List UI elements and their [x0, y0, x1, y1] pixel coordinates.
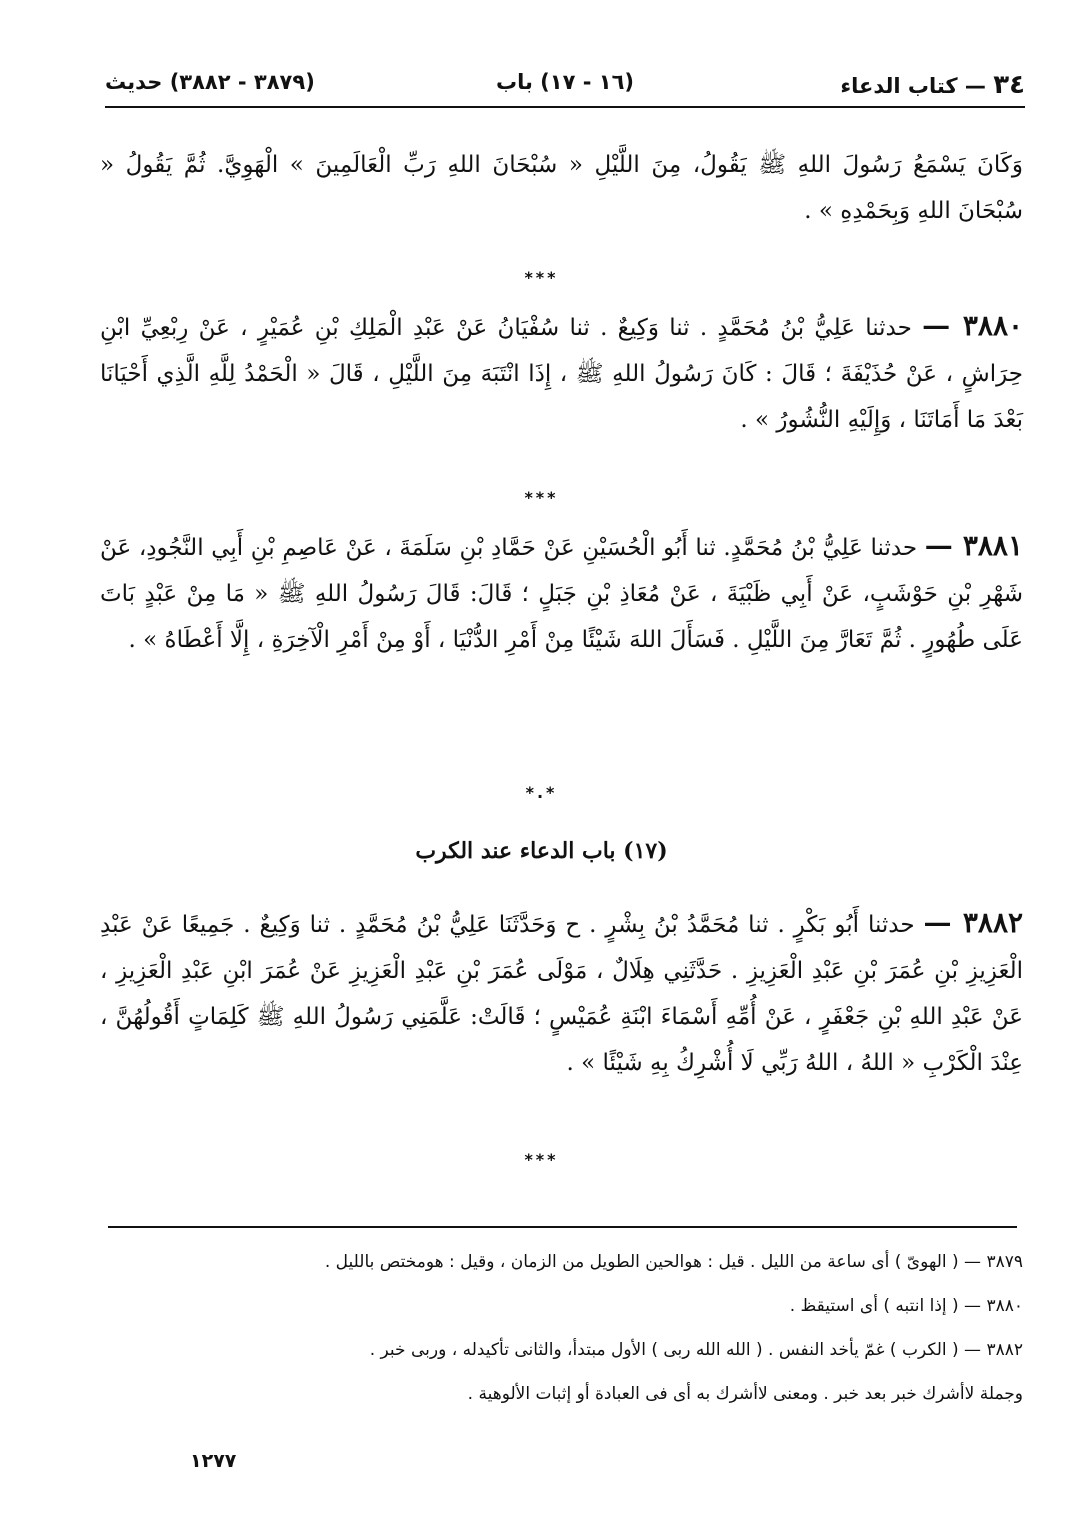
chapter-title: (١٧) باب الدعاء عند الكرب — [415, 838, 668, 864]
footnotes — [100, 1240, 1023, 1416]
hadith-3881 — [100, 523, 1023, 663]
paragraph-continuation — [100, 142, 1023, 234]
page-number: ١٢٧٧ — [190, 1450, 237, 1472]
header-book-title: — كتاب الدعاء — [840, 74, 986, 98]
running-header — [105, 64, 1025, 104]
hadith-number: ٣٨٨٢ — — [923, 906, 1024, 939]
header-chapters: (١٦ - ١٧) باب — [495, 70, 635, 94]
hadith-text: حدثنا عَلِيُّ بْنُ مُحَمَّدٍ. ثنا أَبُو الْحُسَيْنِ عَنْ حَمَّادِ بْنِ سَلَمَةَ ، عَنْ عَاصِمِ بْنِ أَبِي النَّجُودِ، عَنْ شَهْرِ بْنِ حَوْشَبٍ، عَنْ أَبِي ظَبْيَةَ ، عَنْ مُعَاذِ بْنِ جَبَلٍ ؛ قَالَ: قَالَ رَسُولُ اللهِ ﷺ « مَا مِنْ عَبْدٍ بَاتَ عَلَى طُهُورٍ . ثُمَّ تَعَارَّ مِنَ اللَّيْلِ . فَسَأَلَ اللهَ شَيْئًا مِنْ أَمْرِ الدُّنْيَا ، أَوْ مِنْ أَمْرِ الْآخِرَةِ ، إِلَّا أَعْطَاهُ » . — [100, 535, 1023, 653]
footnote-line: وجملة لاأشرك خبر بعد خبر . ومعنى لاأشرك به أى فى العبادة أو إثبات الألوهية . — [467, 1384, 1023, 1404]
hadith-number: ٣٨٨١ — — [924, 529, 1023, 562]
footnote-divider — [108, 1226, 1017, 1228]
hadith-text: حدثنا عَلِيُّ بْنُ مُحَمَّدٍ . ثنا وَكِيعٌ . ثنا سُفْيَانُ عَنْ عَبْدِ الْمَلِكِ بْنِ عُمَيْرٍ ، عَنْ رِبْعِيِّ ابْنِ حِرَاشٍ ، عَنْ حُذَيْفَةَ ؛ قَالَ : كَانَ رَسُولُ اللهِ ﷺ ، إِذَا انْتَبَهَ مِنَ اللَّيْلِ ، قَالَ « الْحَمْدُ لِلَّهِ الَّذِي أَحْيَانَا بَعْدَ مَا أَمَاتَنَا ، وَإِلَيْهِ النُّشُورُ » . — [100, 315, 1023, 433]
chapter-separator: *.* — [525, 783, 558, 802]
hadith-text: حدثنا أَبُو بَكْرٍ . ثنا مُحَمَّدُ بْنُ بِشْرٍ . ح وَحَدَّثَنَا عَلِيُّ بْنُ مُحَمَّدٍ . ثنا وَكِيعٌ . جَمِيعًا عَنْ عَبْدِ الْعَزِيزِ بْنِ عُمَرَ بْنِ عَبْدِ الْعَزِيزِ . حَدَّثَنِي هِلَالٌ ، مَوْلَى عُمَرَ بْنِ عَبْدِ الْعَزِيزِ عَنْ عُمَرَ ابْنِ عَبْدِ الْعَزِيزِ ، عَنْ عَبْدِ اللهِ بْنِ جَعْفَرٍ ، عَنْ أُمِّهِ أَسْمَاءَ ابْنَةِ عُمَيْسٍ ؛ قَالَتْ: عَلَّمَنِي رَسُولُ اللهِ ﷺ كَلِمَاتٍ أَقُولُهُنَّ ، عِنْدَ الْكَرْبِ « اللهُ ، اللهُ رَبِّي لَا أُشْرِكُ بِهِ شَيْئًا » . — [100, 912, 1023, 1076]
hadith-3882 — [100, 900, 1023, 1086]
section-separator: *** — [524, 1150, 559, 1169]
section-separator: *** — [524, 268, 559, 287]
header-hadith-range: (٣٨٧٩ - ٣٨٨٢) حديث — [105, 70, 315, 94]
footnote-line: ٣٨٧٩ — ( الهوىّ ) أى ساعة من الليل . قيل : هوالحين الطويل من الزمان ، وقيل : هومختص بالليل . — [324, 1252, 1023, 1272]
hadith-number: ٣٨٨٠ — — [922, 309, 1024, 342]
header-page-number: ٣٤ — [993, 70, 1025, 100]
footnote-line: ٣٨٨٠ — ( إذا انتبه ) أى استيقظ . — [789, 1296, 1023, 1316]
header-page-and-book — [840, 70, 1025, 100]
hadith-3880 — [100, 303, 1023, 443]
footnote-line: ٣٨٨٢ — ( الكرب ) غمّ يأخد النفس . ( الله الله ربى ) الأول مبتدأ، والثانى تأكيدله ، وربى خبر . — [369, 1340, 1023, 1360]
header-divider — [105, 106, 1025, 108]
section-separator: *** — [524, 488, 559, 507]
paragraph-text: وَكَانَ يَسْمَعُ رَسُولَ اللهِ ﷺ يَقُولُ، مِنَ اللَّيْلِ « سُبْحَانَ اللهِ رَبِّ الْعَالَمِينَ » الْهَوِيَّ. ثُمَّ يَقُولُ « سُبْحَانَ اللهِ وَبِحَمْدِهِ » . — [100, 152, 1023, 224]
